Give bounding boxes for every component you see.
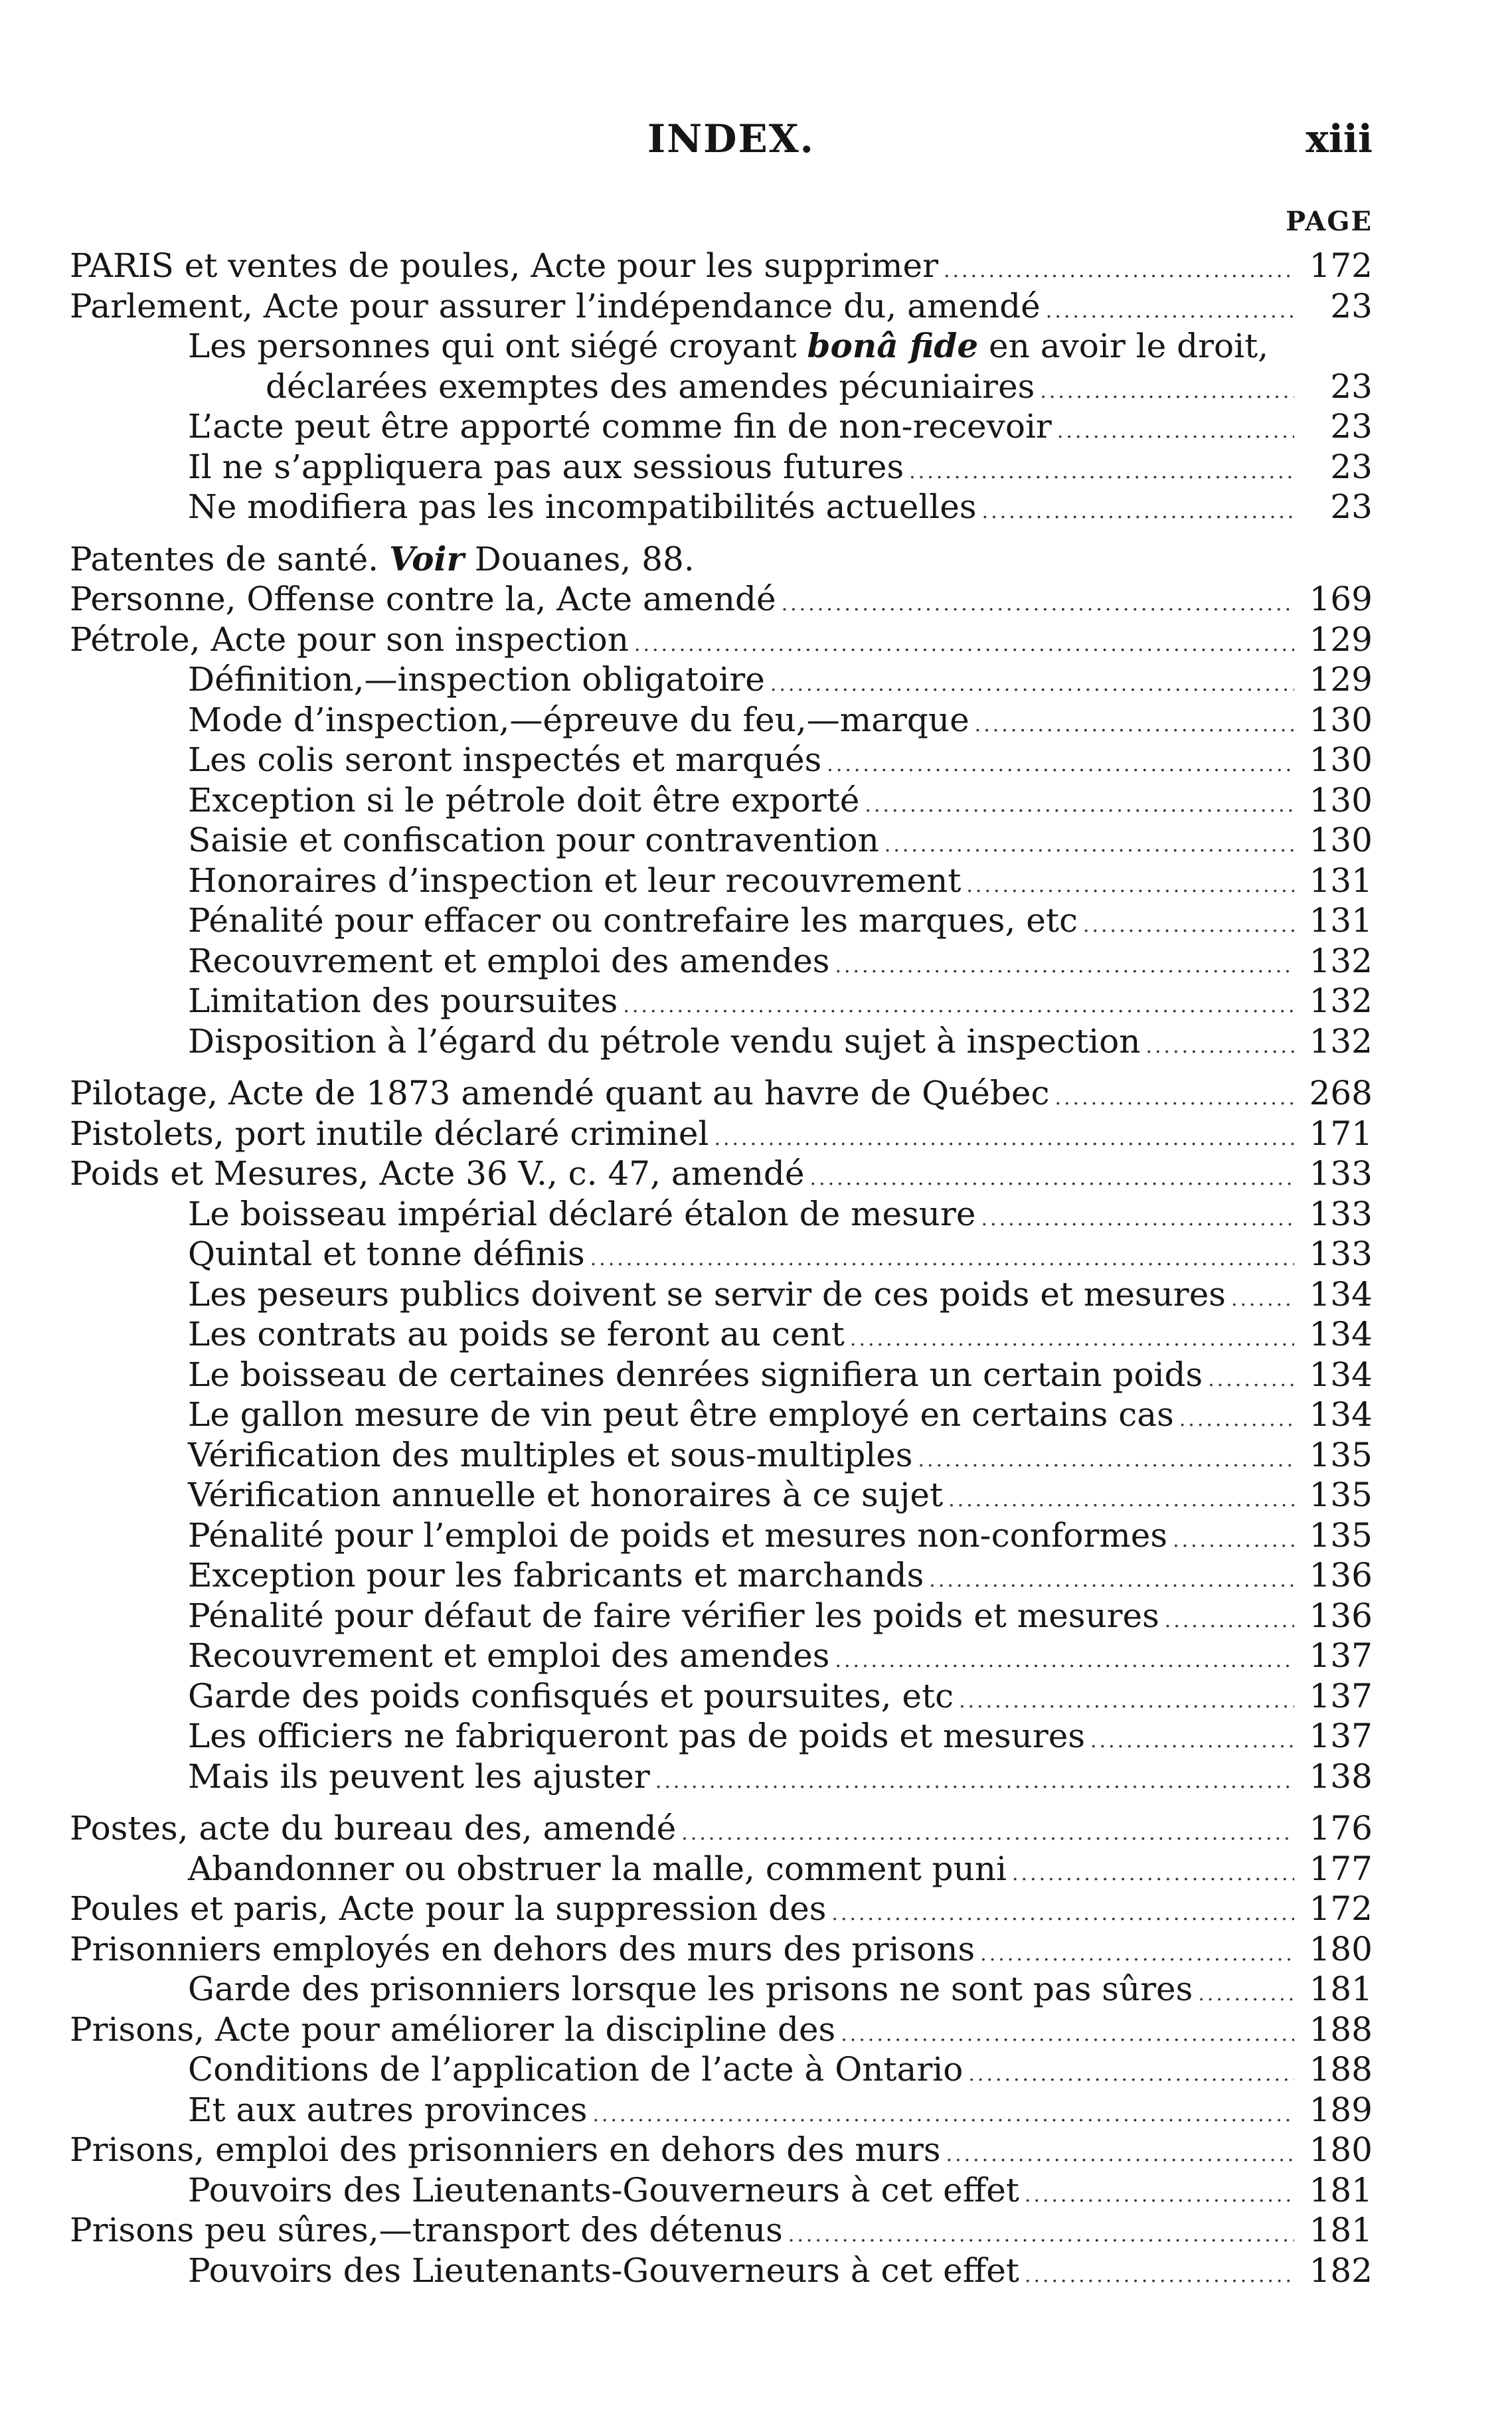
entry-text: Exception pour les fabricants et marchands [188,1556,924,1595]
index-entry [70,941,1373,982]
entry-text: Pénalité pour l’emploi de poids et mesures non-conformes [188,1515,1168,1555]
index-entry [70,1808,1373,1849]
index-entry [70,1676,1373,1717]
index-entry [70,1314,1373,1355]
entry-page-number: 129 [1309,660,1373,699]
entry-page-number: 181 [1309,2170,1373,2209]
index-entry [70,2210,1373,2251]
entry-text: Le boisseau de certaines denrées signifiera un certain poids [188,1355,1203,1394]
entry-text: Ne modifiera pas les incompatibilités actuelles [188,487,977,526]
index-entry [70,1757,1373,1797]
entry-text: Pilotage, Acte de 1873 amendé quant au havre de Québec [70,1074,1050,1112]
entry-page-number: 131 [1309,861,1373,900]
index-entry [70,2010,1373,2050]
entry-page-number: 23 [1330,286,1373,325]
entry-text: Il ne s’appliquera pas aux sessious futures [188,447,904,486]
entry-text: Le boisseau impérial déclaré étalon de mesure [188,1194,976,1233]
index-entry [70,1154,1373,1194]
leader-dots [1054,1079,1294,1119]
entry-text: Les contrats au poids se feront au cent [188,1315,845,1353]
entry-page-number: 134 [1309,1355,1373,1394]
leader-dots [1046,292,1294,332]
index-entry [70,1021,1373,1062]
entry-page-number: 135 [1309,1435,1373,1474]
entry-text: Pénalité pour défaut de faire vérifier les poids et mesures [188,1596,1159,1635]
index-entry [70,981,1373,1021]
leader-dots [980,1935,1294,1975]
index-entry [70,406,1373,447]
entry-page-number: 138 [1309,1757,1373,1796]
index-entry [70,2170,1373,2211]
entry-text: Pénalité pour effacer ou contrefaire les marques, etc [188,901,1078,940]
index-entry [70,1194,1373,1235]
leader-dots [841,2015,1294,2055]
entry-text: Prisons peu sûres,—transport des détenus [70,2211,783,2249]
entry-text: Mais ils peuvent les ajuster [188,1757,650,1796]
entry-text: Garde des prisonniers lorsque les prisons ne sont pas sûres [188,1970,1193,2008]
entry-page-number: 133 [1309,1194,1373,1233]
entry-text: Poids et Mesures, Acte 36 V., c. 47, amendé [70,1154,805,1193]
entry-text: Parlement, Acte pour assurer l’indépendance du, amendé [70,286,1041,325]
entry-text: Le gallon mesure de vin peut être employé en certains cas [188,1395,1174,1434]
leader-dots [948,1480,1294,1521]
entry-page-number: 134 [1309,1395,1373,1434]
entry-page-number: 177 [1309,1849,1373,1888]
page-header [70,116,1373,169]
entry-page-number: 130 [1309,740,1373,779]
entry-text: Vérification des multiples et sous-multiples [188,1435,913,1474]
index-page [70,116,1373,2290]
index-entry [70,780,1373,821]
leader-dots [770,665,1294,705]
index-entry [70,620,1373,660]
leader-dots [714,1119,1294,1160]
entry-page-number: 180 [1309,1929,1373,1968]
index-entry [70,1515,1373,1556]
entry-page-number: 189 [1309,2090,1373,2129]
leader-dots [1173,1521,1294,1561]
entry-text: Prisons, Acte pour améliorer la discipline des [70,2010,836,2049]
index-entry [70,1596,1373,1636]
leader-dots [1025,2176,1294,2216]
leader-dots [946,2135,1294,2176]
leader-dots [1025,2256,1294,2296]
leader-dots [810,1159,1295,1199]
entry-page-number: 23 [1330,447,1373,486]
leader-dots [1040,372,1294,412]
entry-page-number: 134 [1309,1274,1373,1314]
entry-text: Et aux autres provinces [188,2090,588,2129]
entry-text: L’acte peut être apporté comme fin de non-recevoir [188,407,1052,446]
index-entry [70,1969,1373,2010]
leader-dots [835,1641,1294,1682]
index-entry [70,1355,1373,1395]
entry-page-number: 188 [1309,2050,1373,2089]
leader-dots [592,2095,1294,2136]
entry-text: Les colis seront inspectés et marqués [188,740,822,779]
entry-page-number: 135 [1309,1476,1373,1514]
index-entry [70,1889,1373,1929]
index-entry [70,820,1373,861]
entry-text: Les personnes qui ont siégé croyant bonâ fide en avoir le droit, [188,326,1269,365]
entry-text: Disposition à l’égard du pétrole vendu sujet à inspection [188,1021,1141,1061]
entry-text: Recouvrement et emploi des amendes [188,941,830,980]
index-entry [70,447,1373,487]
entry-page-number: 130 [1309,780,1373,820]
entry-emphasis: Voir [388,539,464,578]
leader-dots [865,786,1294,826]
entry-text: Pistolets, port inutile déclaré criminel [70,1114,709,1153]
entry-page-number: 130 [1309,700,1373,739]
entry-text: Exception si le pétrole doit être exporté [188,780,860,820]
index-entry [70,2090,1373,2130]
index-entry [70,1395,1373,1435]
entry-page-number: 268 [1309,1074,1373,1112]
index-entry [70,1849,1373,1889]
leader-dots [1208,1360,1294,1401]
leader-dots [590,1239,1294,1280]
index-entry [70,1114,1373,1154]
index-entry [70,1435,1373,1476]
entry-text: Mode d’inspection,—épreuve du feu,—marque [188,700,969,739]
index-entry [70,1929,1373,1970]
page-number: xiii [1305,116,1373,161]
leader-dots [884,825,1294,866]
entry-emphasis: bonâ fide [807,326,979,365]
index-entry [70,861,1373,901]
index-entry [70,326,1373,367]
index-entry [70,286,1373,327]
index-entry [70,487,1373,527]
index-entries [70,246,1373,2290]
leader-dots [975,705,1294,746]
entry-text: Garde des poids confisqués et poursuites, etc [188,1676,954,1715]
entry-page-number: 130 [1309,821,1373,859]
leader-dots [982,492,1294,533]
entry-page-number: 133 [1309,1235,1373,1273]
entry-text: déclarées exemptes des amendes pécuniaires [266,367,1035,406]
entry-text: Abandonner ou obstruer la malle, comment puni [188,1849,1007,1888]
index-entry [70,1555,1373,1596]
index-entry [70,740,1373,780]
entry-page-number: 133 [1309,1154,1373,1193]
entry-page-number: 131 [1309,901,1373,940]
leader-dots [1057,412,1294,452]
leader-dots [655,1762,1294,1802]
leader-dots [850,1320,1294,1360]
leader-dots [918,1440,1294,1481]
index-entry [70,2251,1373,2291]
index-entry [70,901,1373,941]
leader-dots [966,866,1294,906]
entry-text: Pétrole, Acte pour son inspection [70,620,629,659]
entry-page-number: 137 [1309,1636,1373,1675]
entry-page-number: 23 [1330,487,1373,526]
entry-text: Pouvoirs des Lieutenants-Gouverneurs à cet effet [188,2170,1019,2209]
index-entry [70,1636,1373,1676]
entry-page-number: 171 [1309,1114,1373,1153]
index-entry [70,367,1373,407]
leader-dots [929,1561,1294,1601]
entry-page-number: 132 [1309,941,1373,980]
entry-page-number: 129 [1309,620,1373,659]
index-entry [70,1716,1373,1757]
leader-dots [909,452,1294,493]
entry-text: Patentes de santé. Voir Douanes, 88. [70,539,695,578]
index-entry [70,539,1373,580]
entry-page-number: 23 [1330,367,1373,406]
entry-text: Postes, acte du bureau des, amendé [70,1809,677,1848]
leader-dots [681,1814,1294,1854]
leader-dots [1165,1601,1294,1642]
entry-text: Quintal et tonne définis [188,1235,585,1273]
leader-dots [782,584,1294,625]
entry-text: PARIS et ventes de poules, Acte pour les supprimer [70,246,938,285]
entry-text: Saisie et confiscation pour contravention [188,821,879,859]
leader-dots [1145,1027,1294,1067]
entry-text: Les officiers ne fabriqueront pas de poids et mesures [188,1717,1086,1755]
leader-dots [1012,1854,1294,1895]
index-entry [70,2049,1373,2090]
entry-text: Prisons, emploi des prisonniers en dehors des murs [70,2130,941,2169]
index-entry [70,700,1373,740]
page-title: INDEX. [647,116,815,161]
leader-dots [1179,1400,1294,1440]
leader-dots [835,946,1294,987]
page-column-label: PAGE [1286,206,1373,237]
entry-text: Prisonniers employés en dehors des murs des prisons [70,1929,975,1968]
entry-page-number: 136 [1309,1556,1373,1595]
entry-page-number: 132 [1309,982,1373,1020]
entry-text: Limitation des poursuites [188,982,618,1020]
entry-page-number: 172 [1309,1889,1373,1928]
entry-text: Les peseurs publics doivent se servir de ces poids et mesures [188,1274,1226,1314]
entry-text: Recouvrement et emploi des amendes [188,1636,830,1675]
leader-dots [1231,1280,1294,1320]
entry-page-number: 137 [1309,1717,1373,1755]
index-entry [70,2130,1373,2170]
leader-dots [1090,1721,1294,1762]
entry-text: Honoraires d’inspection et leur recouvrement [188,861,962,900]
entry-page-number: 176 [1309,1809,1373,1848]
leader-dots [959,1682,1294,1722]
leader-dots [1083,906,1294,946]
entry-page-number: 182 [1309,2251,1373,2290]
leader-dots [981,1199,1295,1240]
index-entry [70,1073,1373,1114]
leader-dots [944,251,1294,292]
index-entry [70,246,1373,286]
entry-page-number: 134 [1309,1315,1373,1353]
entry-page-number: 132 [1309,1021,1373,1061]
entry-text: Vérification annuelle et honoraires à ce sujet [188,1476,944,1514]
index-entry [70,1274,1373,1315]
entry-page-number: 23 [1330,407,1373,446]
leader-dots [968,2055,1294,2095]
leader-dots [788,2215,1294,2256]
entry-text: Pouvoirs des Lieutenants-Gouverneurs à cet effet [188,2251,1019,2290]
entry-text: Personne, Offense contre la, Acte amendé [70,580,776,618]
entry-page-number: 188 [1309,2010,1373,2049]
index-entry [70,1234,1373,1274]
entry-text: Poules et paris, Acte pour la suppression des [70,1889,827,1928]
leader-dots [831,1894,1294,1935]
entry-page-number: 137 [1309,1676,1373,1715]
entry-text: Conditions de l’application de l’acte à Ontario [188,2050,964,2089]
entry-page-number: 169 [1309,580,1373,618]
entry-page-number: 135 [1309,1515,1373,1555]
leader-dots [634,625,1294,665]
entry-page-number: 181 [1309,2211,1373,2249]
entry-page-number: 180 [1309,2130,1373,2169]
index-entry [70,1475,1373,1515]
leader-dots [827,745,1294,786]
entry-page-number: 136 [1309,1596,1373,1635]
leader-dots [623,986,1294,1027]
leader-dots [1198,1974,1294,2015]
index-entry [70,659,1373,700]
entry-page-number: 172 [1309,246,1373,285]
entry-text: Définition,—inspection obligatoire [188,660,765,699]
index-entry [70,579,1373,620]
entry-page-number: 181 [1309,1970,1373,2008]
